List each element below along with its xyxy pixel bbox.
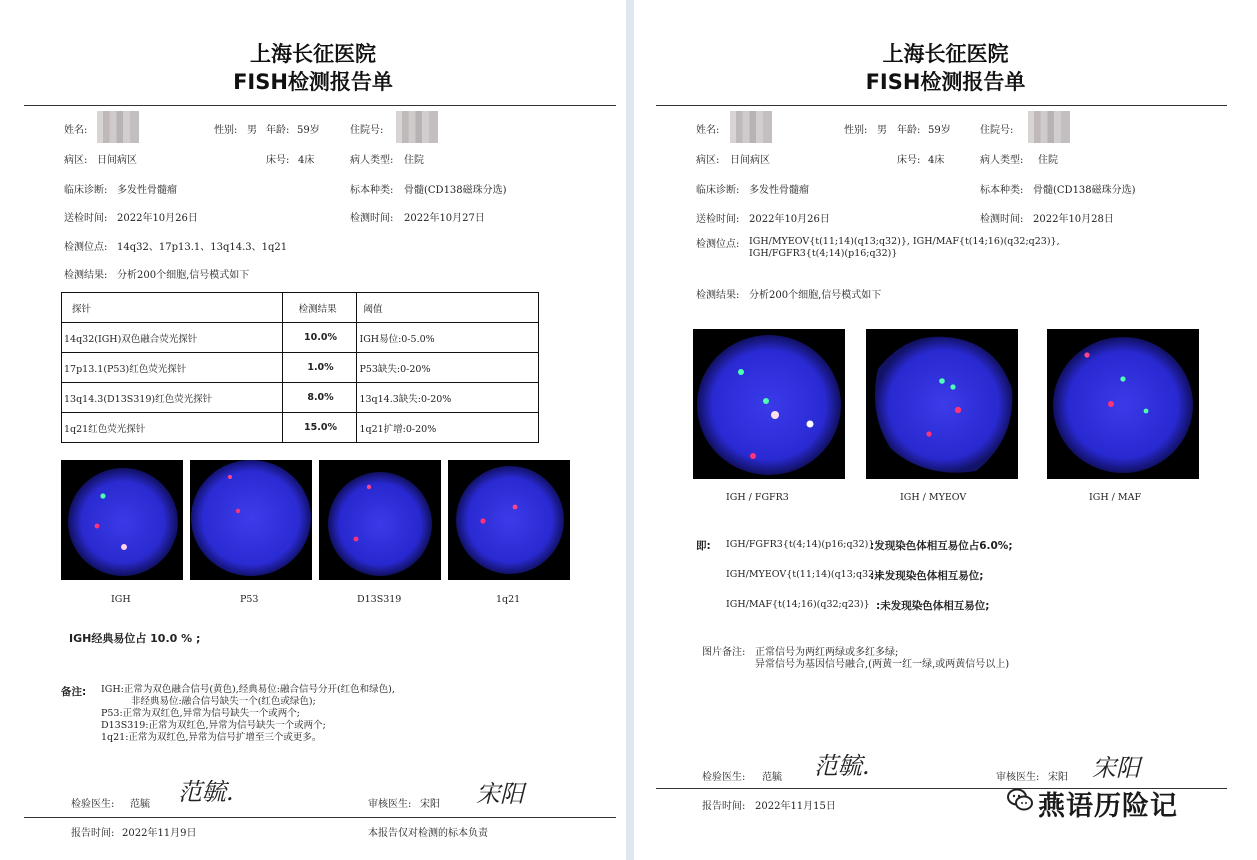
bed-label: 床号: <box>897 155 921 166</box>
test-time-value: 2022年10月28日 <box>1033 214 1114 225</box>
patient-type-value: 住院 <box>1038 155 1058 166</box>
admission-redacted <box>1028 111 1070 143</box>
note-label: 备注: <box>61 686 87 698</box>
threshold-cell: 1q21扩增:0-20% <box>357 413 539 443</box>
send-time-label: 送检时间: <box>64 213 108 224</box>
note-line: P53:正常为双红色,异常为信号缺失一个或两个; <box>101 708 300 719</box>
reviewer-name: 宋阳 <box>420 799 440 810</box>
specimen-value: 骨髓(CD138磁珠分选) <box>404 185 507 196</box>
admission-label: 住院号: <box>980 125 1014 136</box>
loci-line: IGH/FGFR3{t(4;14)(p16;q32)} <box>749 248 898 259</box>
fish-image-p53 <box>190 460 312 580</box>
result-cell: 1.0% <box>282 353 357 383</box>
image-note-line: 异常信号为基因信号融合,(两黄一红一绿,或两黄信号以上) <box>755 659 1010 670</box>
probe-cell: 14q32(IGH)双色融合荧光探针 <box>62 323 283 353</box>
specimen-value: 骨髓(CD138磁珠分选) <box>1033 185 1136 196</box>
test-time-label: 检测时间: <box>350 213 394 224</box>
watermark-text: 燕语历险记 <box>1038 791 1178 822</box>
result-table <box>61 292 539 443</box>
threshold-cell: P53缺失:0-20% <box>357 353 539 383</box>
probe-cell: 1q21红色荧光探针 <box>62 413 283 443</box>
loci-value: 14q32、17p13.1、13q14.3、1q21 <box>117 242 288 253</box>
ward-label: 病区: <box>696 155 720 166</box>
footer-divider <box>24 817 616 818</box>
name-redacted <box>97 111 139 143</box>
loci-line: IGH/MYEOV{t(11;14)(q13;q32)}, IGH/MAF{t(14;16)(q32;q23)}, <box>749 236 1060 247</box>
image-caption-igh-fgfr3: IGH / FGFR3 <box>726 492 789 503</box>
header-divider <box>24 105 616 106</box>
reviewer-signature: 宋阳 <box>1092 754 1140 782</box>
note-line: IGH:正常为双色融合信号(黄色),经典易位:融合信号分开(红色和绿色), <box>101 684 395 695</box>
hospital-name: 上海长征医院 <box>250 42 376 66</box>
bed-value: 4床 <box>298 155 315 166</box>
result-cell: 8.0% <box>282 383 357 413</box>
admission-redacted <box>396 111 438 143</box>
wechat-icon <box>1006 786 1034 814</box>
ward-value: 日间病区 <box>730 155 770 166</box>
ward-value: 日间病区 <box>97 155 137 166</box>
specimen-label: 标本种类: <box>350 185 394 196</box>
gender-label: 性别: <box>214 125 238 136</box>
conclusion-probe: IGH/MAF{t(14;16)(q32;q23)} <box>726 599 870 610</box>
admission-label: 住院号: <box>350 125 384 136</box>
table-header-cell: 检测结果 <box>282 293 357 323</box>
result-label: 检测结果: <box>696 290 740 301</box>
conclusion-text: :未发现染色体相互易位; <box>876 600 990 612</box>
fish-image-igh-fgfr3 <box>693 329 845 479</box>
inspector-signature: 范毓. <box>814 752 870 780</box>
threshold-cell: IGH易位:0-5.0% <box>357 323 539 353</box>
conclusion-probe: IGH/MYEOV{t(11;14)(q13;q32)} <box>726 569 884 580</box>
name-label: 姓名: <box>64 125 88 136</box>
result-cell: 10.0% <box>282 323 357 353</box>
inspector-name: 范毓 <box>130 799 150 810</box>
report-title: FISH检测报告单 <box>865 70 1026 94</box>
conclusion-probe: IGH/FGFR3{t(4;14)(p16;q32)} <box>726 539 875 550</box>
ward-label: 病区: <box>64 155 88 166</box>
send-time-value: 2022年10月26日 <box>749 214 830 225</box>
bed-value: 4床 <box>928 155 945 166</box>
name-redacted <box>730 111 772 143</box>
test-time-value: 2022年10月27日 <box>404 213 485 224</box>
image-caption-d13s319: D13S319 <box>357 594 402 605</box>
left-report-page <box>0 0 626 860</box>
table-row <box>62 323 539 353</box>
conclusion-label: 即: <box>696 540 711 552</box>
name-label: 姓名: <box>696 125 720 136</box>
diagnosis-label: 临床诊断: <box>64 185 108 196</box>
conclusion-text: :发现染色体相互易位占6.0%; <box>870 540 1013 552</box>
table-header-cell: 探针 <box>62 293 283 323</box>
note-line: 1q21:正常为双红色,异常为信号扩增至三个或更多。 <box>101 732 322 743</box>
loci-label: 检测位点: <box>696 239 740 250</box>
test-time-label: 检测时间: <box>980 214 1024 225</box>
header-divider <box>656 105 1227 106</box>
table-row <box>62 383 539 413</box>
image-note-label: 图片备注: <box>702 647 746 658</box>
report-title: FISH检测报告单 <box>233 70 393 94</box>
report-time-label: 报告时间: <box>702 801 746 812</box>
image-note-line: 正常信号为两红两绿或多红多绿; <box>755 647 899 658</box>
table-header-cell: 阈值 <box>357 293 539 323</box>
table-row <box>62 353 539 383</box>
note-line: 非经典易位:融合信号缺失一个(红色或绿色); <box>131 696 316 707</box>
loci-label: 检测位点: <box>64 242 108 253</box>
diagnosis-label: 临床诊断: <box>696 185 740 196</box>
gender-value: 男 <box>877 125 887 136</box>
fish-image-igh-myeov <box>866 329 1018 479</box>
image-caption-1q21: 1q21 <box>496 594 521 605</box>
note-line: D13S319:正常为双红色,异常为信号缺失一个或两个; <box>101 720 326 731</box>
reviewer-name: 宋阳 <box>1048 772 1068 783</box>
right-report-page <box>634 0 1257 860</box>
report-time-label: 报告时间: <box>71 828 115 839</box>
gender-label: 性别: <box>844 125 868 136</box>
table-header-row <box>62 293 539 323</box>
age-value: 59岁 <box>297 125 320 136</box>
reviewer-label: 审核医生: <box>996 772 1040 783</box>
image-caption-p53: P53 <box>240 594 259 605</box>
patient-type-label: 病人类型: <box>980 155 1024 166</box>
gender-value: 男 <box>247 125 257 136</box>
inspector-signature: 范毓. <box>178 778 234 806</box>
probe-cell: 13q14.3(D13S319)红色荧光探针 <box>62 383 283 413</box>
result-cell: 15.0% <box>282 413 357 443</box>
inspector-name: 范毓 <box>762 772 782 783</box>
age-label: 年龄: <box>897 125 921 136</box>
image-caption-igh: IGH <box>111 594 131 605</box>
report-time-value: 2022年11月9日 <box>122 828 197 839</box>
result-label: 检测结果: <box>64 270 108 281</box>
result-value: 分析200个细胞,信号模式如下 <box>749 290 882 301</box>
image-caption-igh-myeov: IGH / MYEOV <box>900 492 967 503</box>
age-label: 年龄: <box>266 125 290 136</box>
bed-label: 床号: <box>266 155 290 166</box>
inspector-label: 检验医生: <box>71 799 115 810</box>
disclaimer: 本报告仅对检测的标本负责 <box>368 828 488 839</box>
diagnosis-value: 多发性骨髓瘤 <box>749 185 809 196</box>
age-value: 59岁 <box>928 125 951 136</box>
image-caption-igh-maf: IGH / MAF <box>1089 492 1142 503</box>
fish-image-igh-maf <box>1047 329 1199 479</box>
specimen-label: 标本种类: <box>980 185 1024 196</box>
reviewer-signature: 宋阳 <box>476 780 524 808</box>
result-value: 分析200个细胞,信号模式如下 <box>117 270 250 281</box>
inspector-label: 检验医生: <box>702 772 746 783</box>
patient-type-label: 病人类型: <box>350 155 394 166</box>
table-row <box>62 413 539 443</box>
conclusion: IGH经典易位占 10.0 % ; <box>69 632 201 645</box>
threshold-cell: 13q14.3缺失:0-20% <box>357 383 539 413</box>
probe-cell: 17p13.1(P53)红色荧光探针 <box>62 353 283 383</box>
diagnosis-value: 多发性骨髓瘤 <box>117 185 177 196</box>
report-time-value: 2022年11月15日 <box>755 801 836 812</box>
fish-image-1q21 <box>448 460 570 580</box>
hospital-name: 上海长征医院 <box>882 42 1009 66</box>
reviewer-label: 审核医生: <box>368 799 412 810</box>
fish-image-igh <box>61 460 183 580</box>
patient-type-value: 住院 <box>404 155 424 166</box>
send-time-label: 送检时间: <box>696 214 740 225</box>
conclusion-text: :未发现染色体相互易位; <box>870 570 984 582</box>
fish-image-d13s319 <box>319 460 441 580</box>
send-time-value: 2022年10月26日 <box>117 213 198 224</box>
